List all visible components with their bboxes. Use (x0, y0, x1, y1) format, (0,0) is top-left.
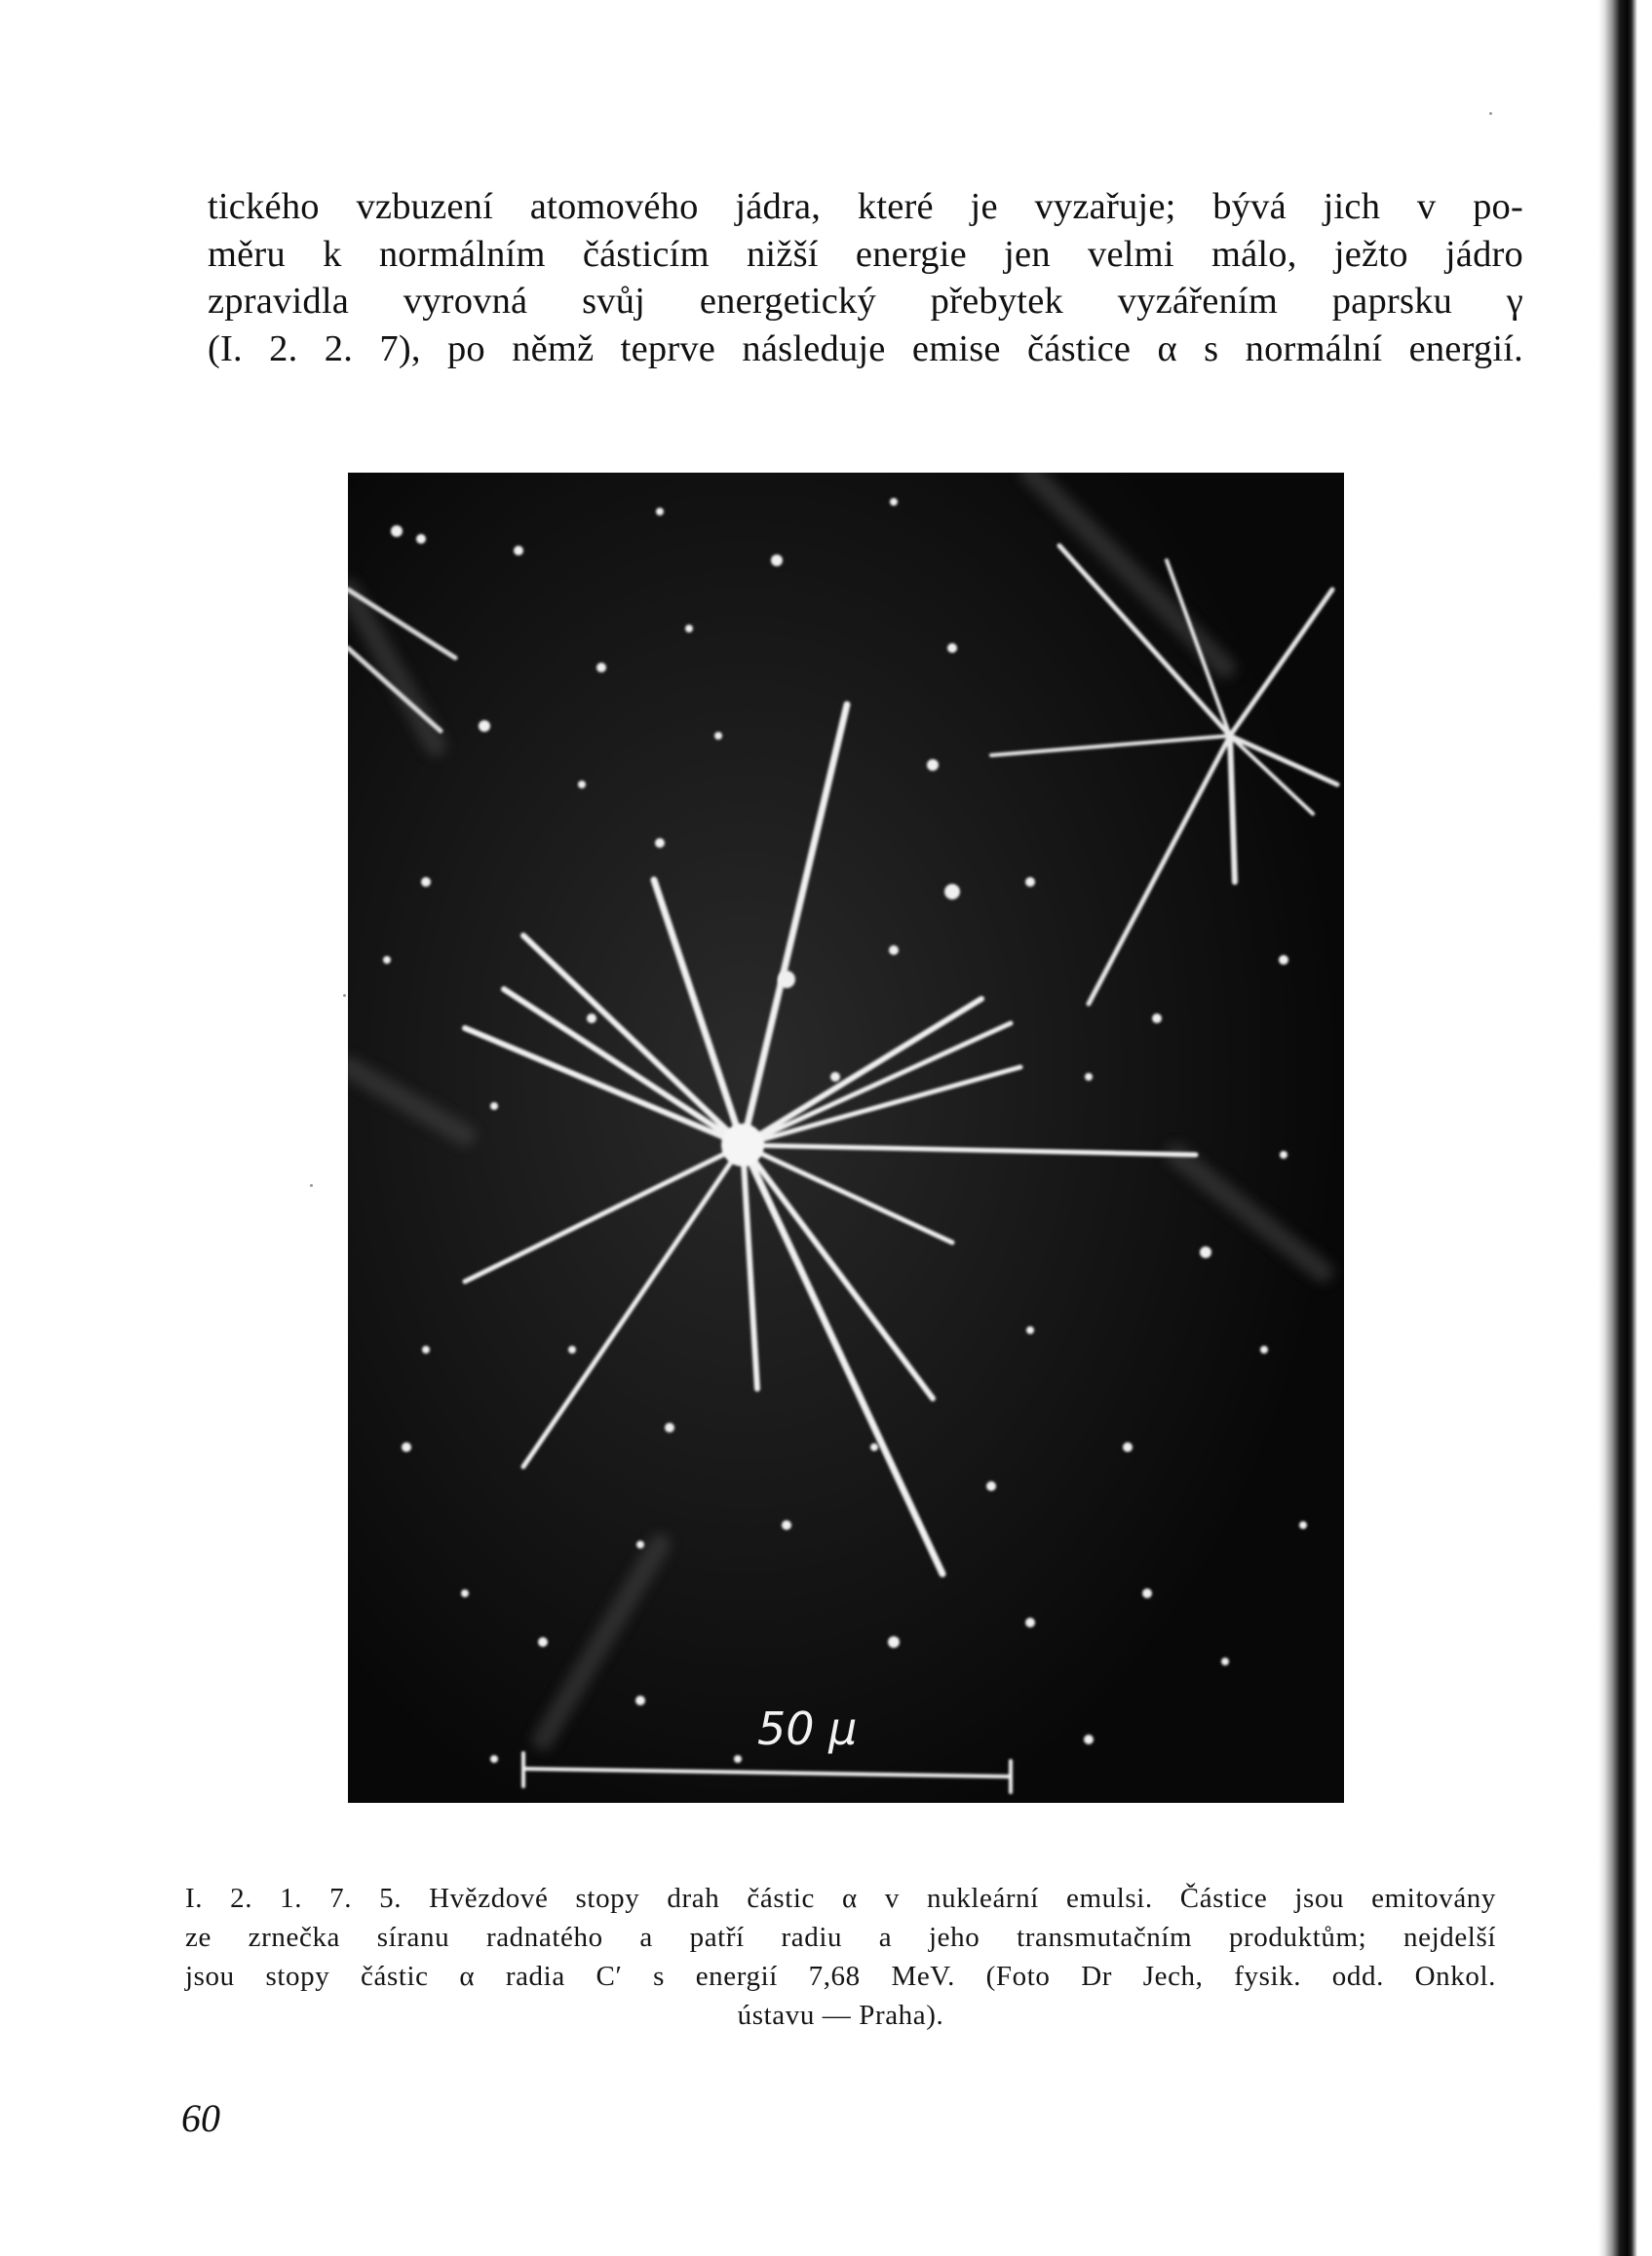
caption-line-1: I. 2. 1. 7. 5. Hvězdové stopy drah částic α v nukleární emulsi. Částice jsou emitovány (185, 1883, 1496, 1914)
body-line-3: zpravidla vyrovná svůj energetický přebytek vyzářením paprsku γ (208, 281, 1523, 322)
caption-line-2: ze zrnečka síranu radnatého a patří radiu a jeho transmutačním produktům; nejdelší (185, 1922, 1496, 1953)
body-line-4: (I. 2. 2. 7), po němž teprve následuje emise částice α s normální energií. (208, 327, 1523, 369)
body-line-1: tického vzbuzení atomového jádra, které je vyzařuje; bývá jich v po- (208, 186, 1523, 227)
figure-caption (185, 1879, 1496, 2035)
scan-speck (343, 994, 346, 997)
caption-line-4: ústavu — Praha). (737, 2000, 944, 2031)
body-line-2: měru k normálním částicím nižší energie jen velmi málo, ježto jádro (208, 233, 1523, 275)
scale-bar-label: 50 μ (757, 1702, 858, 1755)
caption-line-3: jsou stopy částic α radia C′ s energií 7,68 MeV. (Foto Dr Jech, fysik. odd. Onkol. (185, 1961, 1496, 1992)
book-binding-shadow (1598, 0, 1652, 2256)
body-paragraph (208, 183, 1523, 372)
page-number: 60 (181, 2096, 220, 2140)
scan-speck (1489, 112, 1492, 115)
scan-speck (310, 1184, 313, 1187)
emulsion-micrograph (348, 473, 1344, 1803)
